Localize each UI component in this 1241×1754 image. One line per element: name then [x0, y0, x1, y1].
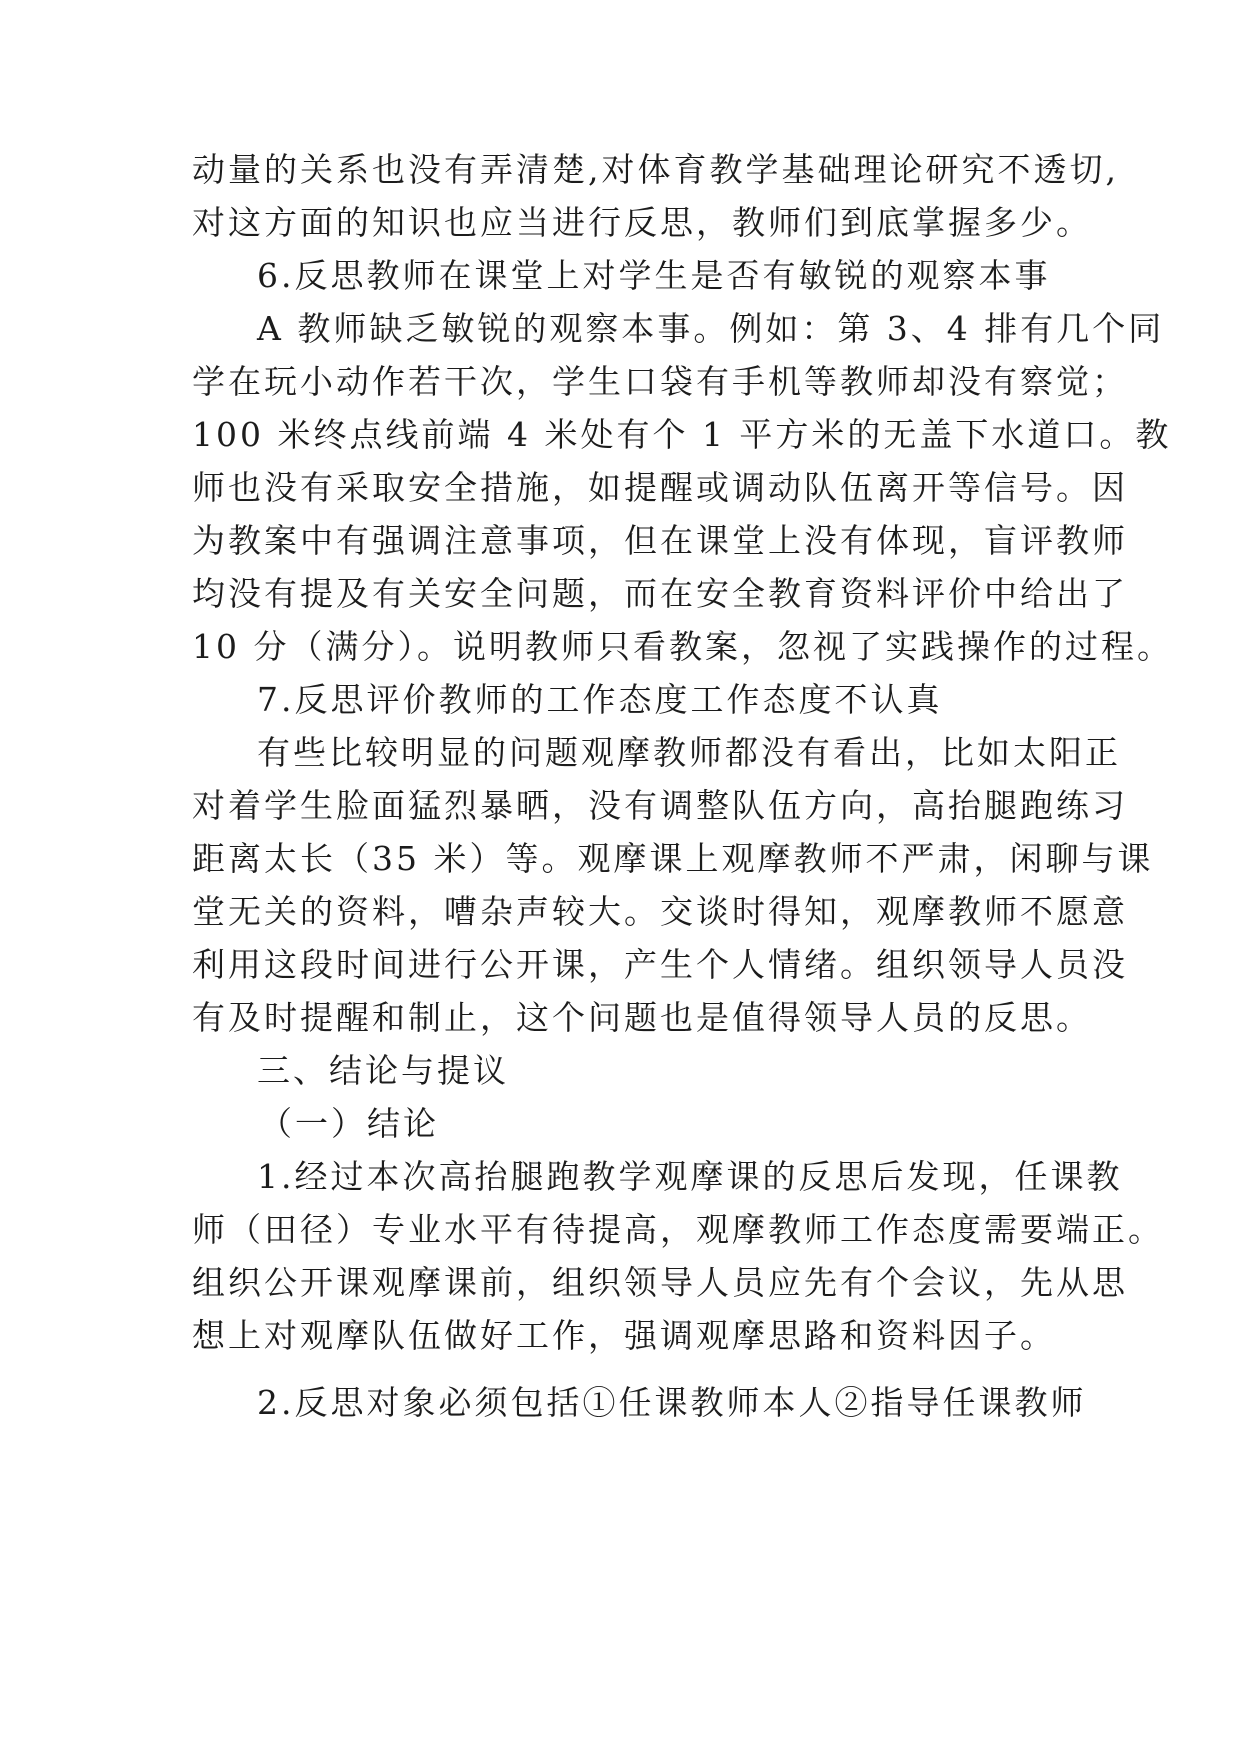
text-line-12: 有些比较明显的问题观摩教师都没有看出，比如太阳正	[257, 733, 1121, 772]
text-line-1: 动量的关系也没有弄清楚,对体育教学基础理论研究不透切,	[192, 150, 1119, 189]
text-line-5: 学在玩小动作若干次，学生口袋有手机等教师却没有察觉；	[192, 362, 1128, 401]
text-line-17: 有及时提醒和制止，这个问题也是值得领导人员的反思。	[192, 998, 1092, 1037]
section-heading-conclusions: 三、结论与提议	[257, 1051, 509, 1090]
text-line-20: 1.经过本次高抬腿跑教学观摩课的反思后发现，任课教	[257, 1157, 1123, 1196]
text-line-15: 堂无关的资料，嘈杂声较大。交谈时得知，观摩教师不愿意	[192, 892, 1128, 931]
subsection-heading-conclusion: （一）结论	[259, 1104, 439, 1143]
text-line-9: 均没有提及有关安全问题，而在安全教育资料评价中给出了	[192, 574, 1128, 613]
section-heading-7: 7.反思评价教师的工作态度工作态度不认真	[257, 680, 943, 719]
text-line-13: 对着学生脸面猛烈暴晒，没有调整队伍方向，高抬腿跑练习	[192, 786, 1128, 825]
text-line-10: 10 分（满分）。说明教师只看教案，忽视了实践操作的过程。	[192, 627, 1173, 666]
text-line-16: 利用这段时间进行公开课，产生个人情绪。组织领导人员没	[192, 945, 1128, 984]
text-line-21: 师（田径）专业水平有待提高，观摩教师工作态度需要端正。	[192, 1210, 1164, 1249]
text-line-22: 组织公开课观摩课前，组织领导人员应先有个会议，先从思	[192, 1263, 1128, 1302]
text-line-8: 为教案中有强调注意事项，但在课堂上没有体现，盲评教师	[192, 521, 1128, 560]
text-line-6: 100 米终点线前端 4 米处有个 1 平方米的无盖下水道口。教	[192, 415, 1172, 454]
text-line-4: A 教师缺乏敏锐的观察本事。例如：第 3、4 排有几个同	[257, 309, 1165, 348]
section-heading-6: 6.反思教师在课堂上对学生是否有敏锐的观察本事	[257, 256, 1051, 295]
text-line-2: 对这方面的知识也应当进行反思，教师们到底掌握多少。	[192, 203, 1092, 242]
text-line-24: 2.反思对象必须包括①任课教师本人②指导任课教师	[257, 1383, 1087, 1422]
text-line-14: 距离太长（35 米）等。观摩课上观摩教师不严肃，闲聊与课	[192, 839, 1154, 878]
text-line-7: 师也没有采取安全措施，如提醒或调动队伍离开等信号。因	[192, 468, 1128, 507]
text-line-23: 想上对观摩队伍做好工作，强调观摩思路和资料因子。	[192, 1316, 1056, 1355]
